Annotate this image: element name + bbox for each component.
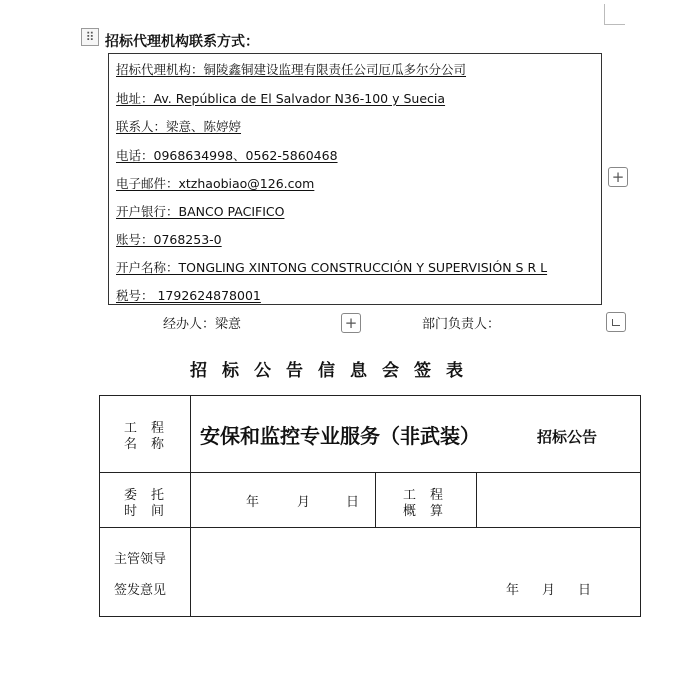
contact-person-row: 联系人：梁意、陈婷婷 — [116, 119, 242, 134]
date-month: 月 — [297, 495, 311, 510]
date-year: 年 — [246, 495, 260, 510]
sign-month: 月 — [542, 583, 556, 598]
sheet-title: 招标公告信息会签表 — [190, 361, 478, 381]
email-row: 电子邮件：xtzhaobiao@126.com — [116, 176, 315, 191]
add-column-icon[interactable]: + — [608, 167, 628, 187]
page-corner-marker — [604, 4, 625, 25]
account-name-row: 开户名称：TONGLING XINTONG CONSTRUCCIÓN Y SUPERVISIÓN S R L — [116, 260, 548, 275]
budget-label-1: 工程 — [403, 488, 458, 503]
table-move-handle-icon[interactable]: ⠿ — [81, 28, 99, 46]
project-name-suffix: 招标公告 — [537, 428, 598, 446]
project-name-label-2: 名称 — [124, 437, 179, 452]
entrust-label-2: 时间 — [124, 504, 179, 519]
dept-head-label: 部门负责人： — [422, 317, 501, 332]
project-name-label-1: 工程 — [124, 421, 179, 436]
add-row-icon[interactable]: + — [341, 313, 361, 333]
handler-label: 经办人：梁意 — [163, 317, 242, 332]
date-day: 日 — [346, 495, 360, 510]
resize-table-icon[interactable] — [606, 312, 626, 332]
contact-info-box — [108, 53, 602, 305]
bank-row: 开户银行：BANCO PACIFICO — [116, 204, 285, 219]
tax-id-row: 税号： 1792624878001 — [116, 288, 261, 303]
project-name: 安保和监控专业服务（非武装） — [200, 424, 480, 448]
phone-row: 电话：0968634998、0562-5860468 — [116, 148, 338, 163]
sign-day: 日 — [578, 583, 592, 598]
leader-label-1: 主管领导 — [114, 552, 167, 567]
account-row: 账号：0768253-0 — [116, 232, 222, 247]
budget-label-2: 概算 — [403, 504, 458, 519]
address-row: 地址：Av. República de El Salvador N36-100 y Suecia — [116, 91, 446, 106]
leader-label-2: 签发意见 — [114, 583, 167, 598]
section-title: 招标代理机构联系方式： — [105, 34, 259, 50]
agency-name-row: 招标代理机构：铜陵鑫铜建设监理有限责任公司厄瓜多尔分公司 — [116, 62, 467, 77]
sign-year: 年 — [506, 583, 520, 598]
entrust-label-1: 委托 — [124, 488, 179, 503]
